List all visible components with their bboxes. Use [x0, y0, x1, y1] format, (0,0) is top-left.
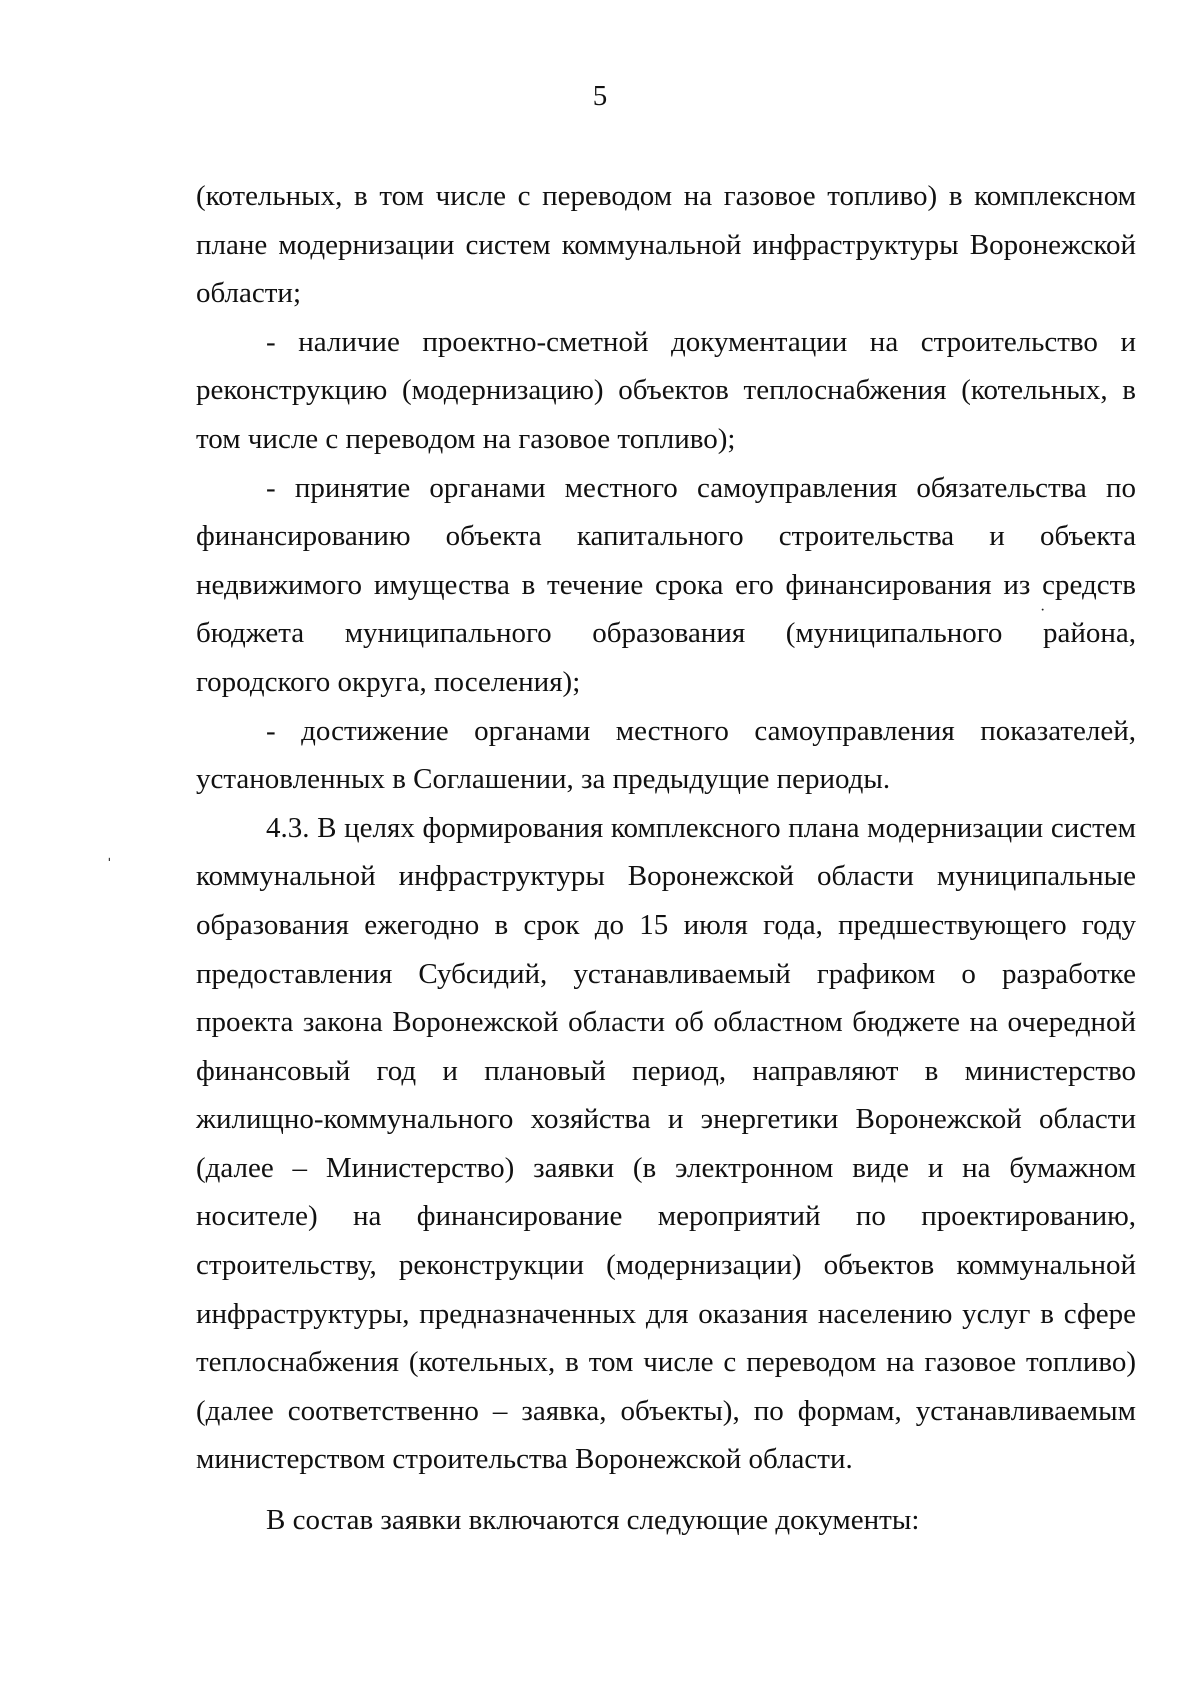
list-item-funding-obligation: - принятие органами местного самоуправления обязательства по финансированию объекта капитального строительства и объекта недвижимого имущества в течение срока его финансирования из средств бюджета муниципального образования (муниципального района, городского округа, поселения); [196, 471, 1136, 698]
list-item-design-documentation: - наличие проектно-сметной документации на строительство и реконструкцию (модернизацию) объектов теплоснабжения (котельных, в том числе с переводом на газовое топливо); [196, 325, 1136, 455]
document-body [196, 172, 1136, 1545]
page-number: 5 [592, 80, 608, 112]
list-item-indicators-achievement: - достижение органами местного самоуправления показателей, установленных в Соглашении, за предыдущие периоды. [196, 714, 1136, 796]
application-contents-intro: В состав заявки включаются следующие документы: [266, 1504, 920, 1537]
scan-dot-mark: · [1040, 602, 1046, 619]
section-4-3-paragraph: 4.3. В целях формирования комплексного плана модернизации систем коммунальной инфраструктуры Воронежской области муниципальные образования ежегодно в срок до 15 июля года, предшествующего году предоставления Субсидий, устанавливаемый графиком о разработке проекта закона Воронежской области об областном бюджете на очередной финансовый год и плановый период, направляют в министерство жилищно-коммунального хозяйства и энергетики Воронежской области (далее – Министерство) заявки (в электронном виде и на бумажном носителе) на финансирование мероприятий по проектированию, строительству, реконструкции (модернизации) объектов коммунальной инфраструктуры, предназначенных для оказания населению услуг в сфере теплоснабжения (котельных, в том числе с переводом на газовое топливо) (далее соответственно – заявка, объекты), по формам, устанавливаемым министерством строительства Воронежской области. [196, 811, 1136, 1476]
scan-tick-mark: ˈ [106, 855, 113, 877]
paragraph-continuation: (котельных, в том числе с переводом на газовое топливо) в комплексном плане модернизации систем коммунальной инфраструктуры Воронежской области; [196, 180, 1136, 310]
